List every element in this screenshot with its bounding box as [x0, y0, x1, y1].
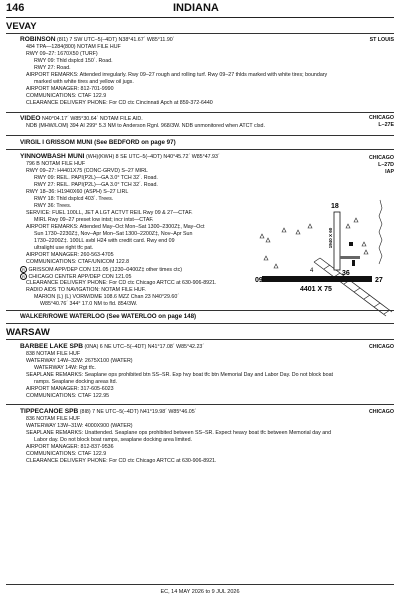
runway-18-36 [334, 212, 340, 270]
seaplane-remarks: SEAPLANE REMARKS: Seaplane ops prohibited btn SS–SR. Exp hvy boat tfc btn Memorial Day and Labor Day. Do not block boat [26, 372, 333, 378]
runway-end: RWY 18: Thld dsplcd 403´. Trees. [34, 196, 114, 202]
section-divider [6, 323, 394, 324]
chart-ref: L–27D [378, 162, 394, 168]
app-dep-chicago: R CHICAGO CENTER APP/DEP CON 121.05 [20, 273, 131, 281]
airport-name: TIPPECANOE SPB [20, 408, 79, 415]
airport-name: ROBINSON [20, 36, 56, 43]
city-divider [6, 339, 394, 340]
airport-yinnowbash-header [20, 153, 220, 161]
airport-manager: AIRPORT MANAGER: 317-605-6023 [26, 386, 114, 392]
seaplane-remarks-cont: ramps. Seaplane docking areas ltd. [34, 379, 118, 385]
cross-ref-walker: WALKER/ROWE WATERLOO (See WATERLOO on page 148) [20, 313, 197, 320]
taxiway [340, 256, 360, 259]
runway-info: RWY 09–27: 1670X50 (TURF) [26, 51, 98, 57]
city-vevay: VEVAY [6, 21, 37, 32]
rwy-label-18: 18 [331, 203, 339, 210]
runway-end: RWY 36: Trees. [34, 203, 72, 209]
airport-elev: 838 NOTAM FILE HUF [26, 351, 81, 357]
chart-ref: CHICAGO [368, 344, 394, 350]
clearance-delivery: CLEARANCE DELIVERY PHONE: For CD ctc Chicago ARTCC at 630-906-8921. [26, 458, 217, 464]
communications: COMMUNICATIONS: CTAF 122.9 [26, 93, 107, 99]
seaplane-remarks-cont: Labor day. Do not block boat ramps, seaplane docking area limited. [34, 437, 193, 443]
navaid-video-header [20, 115, 143, 123]
communications: COMMUNICATIONS: CTAF 122.9 [26, 451, 107, 457]
app-dep-grissom: R GRISSOM APP/DEP CON 121.05 (1230–0400Z‡ other times ctc) [20, 266, 182, 274]
clearance-delivery: CLEARANCE DELIVERY PHONE: For CD ctc Cincinnati Apch at 859-372-6440 [26, 100, 213, 106]
section-divider [6, 112, 394, 113]
runway-end: RWY 27: Road. [34, 65, 71, 71]
waterway-end: WATERWAY 14W: Rgt tfc. [34, 365, 96, 371]
diagram-label: 4 [310, 268, 314, 274]
state-title: INDIANA [173, 2, 219, 14]
city-divider [6, 33, 394, 34]
airport-elev: 836 NOTAM FILE HUF [26, 416, 81, 422]
waterway-info: WATERWAY 14W–32W: 2675X100 (WATER) [26, 358, 133, 364]
r-symbol-icon: R [20, 266, 27, 273]
airport-name: BARBEE LAKE SPB [20, 343, 84, 350]
runway-09-27 [262, 276, 372, 282]
airport-robinson-header [20, 36, 175, 44]
diagram-boundary [379, 200, 382, 264]
effective-date: EC, 14 MAY 2026 to 9 JUL 2026 [160, 589, 240, 595]
airport-remarks-cont: marked with white tires and yellow oil jugs. [34, 79, 134, 85]
service-cont: MIRL Rwy 09–27 preset low intst; incr intst—CTAF. [34, 217, 154, 223]
navaid-coords: N40°04.17´ W85°30.64´ NOTAM FILE AID. [42, 116, 143, 122]
airport-elev: 484 TPA—1284(800) NOTAM FILE HUF [26, 44, 121, 50]
r-symbol-icon: R [20, 273, 27, 280]
airport-manager: AIRPORT MANAGER: 260-563-4705 [26, 252, 114, 258]
cross-ref-virgil: VIRGIL I GRISSOM MUNI (See BEDFORD on page 97) [20, 139, 176, 146]
waterway-info: WATERWAY 13W–31W: 4000X900 (WATER) [26, 423, 133, 429]
airport-info: (0NA) 6 NE UTC–5(–4DT) N41°17.08´ W85°42.23´ [84, 344, 205, 350]
airport-tippecanoe-header [20, 408, 196, 416]
airport-remarks-cont: 1730–2200Z‡. 100LL avbl H24 with credit card. Rwy end 09 [34, 238, 175, 244]
airport-manager: AIRPORT MANAGER: 812-837-9536 [26, 444, 114, 450]
rwy-label-27: 27 [375, 277, 383, 284]
airport-info: (8I1) 7 SW UTC–5(–4DT) N38°41.67´ W85°11.90´ [57, 37, 175, 43]
airport-remarks-cont: Sun 1730–2230Z‡, Nov–Apr Mon–Sat 1300–2200Z‡, Nov–Apr Sun [34, 231, 193, 237]
airport-name: YINNOWBASH MUNI [20, 153, 85, 160]
communications: COMMUNICATIONS: CTAF/UNICOM 122.8 [26, 259, 130, 265]
rwy-label-09: 09 [255, 277, 263, 284]
airport-info: (8I8) 7 NE UTC–5(–4DT) N41°19.98´ W85°46.05´ [79, 409, 197, 415]
chart-ref: CHICAGO [368, 409, 394, 415]
radio-aids: RADIO AIDS TO NAVIGATION: NOTAM FILE HUF. [26, 287, 146, 293]
clearance-delivery: CLEARANCE DELIVERY PHONE: For CD ctc Chicago ARTCC at 630-906-8921. [26, 280, 217, 286]
vor-marion-cont: W85°40.76´ 344° 17.0 NM to fld. 854/3W. [40, 301, 138, 307]
rwy-label-36: 36 [342, 270, 350, 277]
ndb-info: NDB (MHW/LOM) 394 AI 299° 5.3 NM to Anderson Rgnl. 968/3W. NDB unmonitored when ATCT clsd. [26, 123, 265, 129]
navaid-name: VIDEO [20, 115, 41, 122]
airport-remarks: AIRPORT REMARKS: Attended May–Oct Mon–Sat 1300–2300Z‡, May–Oct [26, 224, 205, 230]
vor-marion: MARION (L) (L) VORW/DME 108.6 MZZ Chan 23 N40°29.60´ [34, 294, 180, 300]
chart-ref: CHICAGO [368, 115, 394, 121]
communications: COMMUNICATIONS: CTAF 122.95 [26, 393, 110, 399]
page-number: 146 [6, 2, 25, 14]
airport-remarks: AIRPORT REMARKS: Attended irregularly. Rwy 09–27 rough and rolling turf. Rwy 09–27 thlds marked with white tires; boundary [26, 72, 328, 78]
footer-divider [6, 584, 394, 585]
airport-barbee-header [20, 343, 204, 351]
section-divider [6, 135, 394, 136]
chart-ref: IAP [385, 169, 394, 175]
section-divider [6, 404, 394, 405]
airport-manager: AIRPORT MANAGER: 812-701-9990 [26, 86, 114, 92]
seaplane-remarks: SEAPLANE REMARKS: Unattended. Seaplane ops prohibited between SS–SR. Expect heavy boat tfc between Memorial day and [26, 430, 332, 436]
airport-elev: 796 B NOTAM FILE HUF [26, 161, 86, 167]
runway-info: RWY 18–36: H1940X60 (ASPH) S–27 LIRL [26, 189, 129, 195]
rwy-dims-09-27: 4401 X 75 [300, 286, 332, 293]
runway-info: RWY 09–27: H4401X75 (CONC-GRVD) S–27 MIRL [26, 168, 148, 174]
airport-info: (WH)(KWH) 8 SE UTC–5(–4DT) N40°45.72´ W85°47.93´ [85, 154, 220, 160]
section-divider [6, 149, 394, 150]
city-warsaw: WARSAW [6, 327, 50, 338]
chart-ref: ST LOUIS [369, 37, 394, 43]
service: SERVICE: FUEL 100LL, JET A LGT ACTVT REIL Rwy 09 & 27—CTAF. [26, 210, 193, 216]
airport-diagram [252, 198, 394, 318]
chart-ref: L–27E [378, 122, 394, 128]
runway-end: RWY 27: REIL. PAPI(P2L)—GA 3.0° TCH 32´. Road. [34, 182, 158, 188]
rwy-dims-18-36: 1940 X 60 [328, 227, 333, 249]
airport-remarks-cont: ultralight use right tfc pat. [34, 245, 94, 251]
runway-end: RWY 09: REIL. PAPI(P2L)—GA 3.0° TCH 32´. Road. [34, 175, 158, 181]
header-divider [6, 17, 394, 18]
chart-ref: CHICAGO [368, 155, 394, 161]
runway-end: RWY 09: Thld dsplcd 150´. Road. [34, 58, 113, 64]
diagram-symbols [349, 242, 355, 266]
section-divider [6, 310, 394, 311]
